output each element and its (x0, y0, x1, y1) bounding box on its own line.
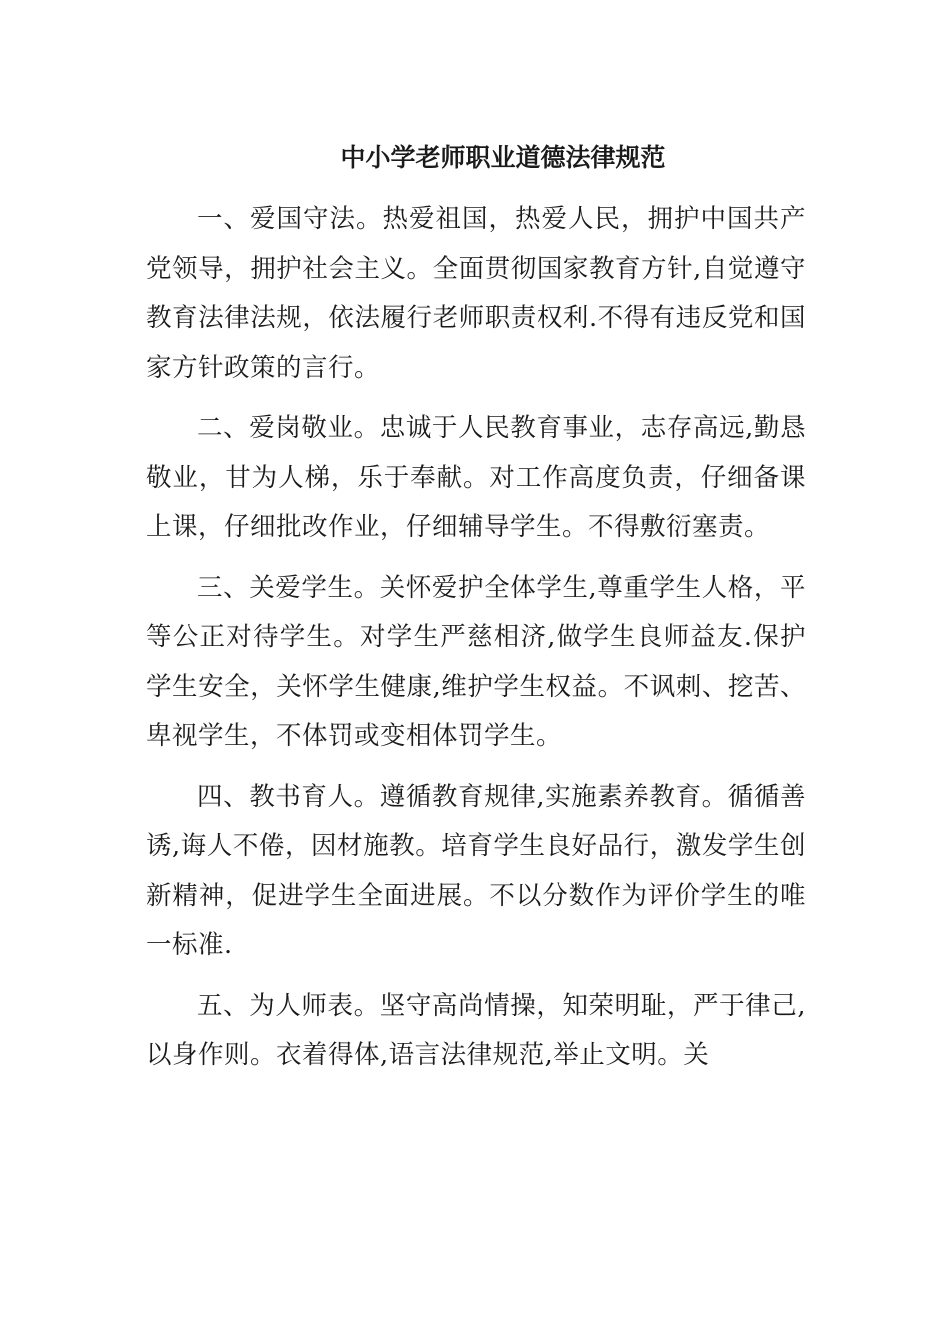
paragraph-4: 四、教书育人。遵循教育规律,实施素养教育。循循善诱,诲人不倦，因材施教。培育学生良好品行，激发学生创新精神，促进学生全面进展。不以分数作为评价学生的唯一标准. (146, 781, 806, 960)
document-body (146, 195, 806, 1092)
paragraph-1: 一、爱国守法。热爱祖国，热爱人民，拥护中国共产党领导，拥护社会主义。全面贯彻国家教育方针,自觉遵守教育法律法规，依法履行老师职责权利.不得有违反党和国家方针政策的言行。 (146, 204, 806, 383)
paragraph-3: 三、关爱学生。关怀爱护全体学生,尊重学生人格，平等公正对待学生。对学生严慈相济,做学生良师益友.保护学生安全，关怀学生健康,维护学生权益。不讽刺、挖苦、卑视学生，不体罚或变相体罚学生。 (146, 572, 806, 751)
paragraph-5: 五、为人师表。坚守高尚情操，知荣明耻，严于律己,以身作则。衣着得体,语言法律规范,举止文明。关 (146, 990, 806, 1070)
document-title: 中小学老师职业道德法律规范 (340, 143, 666, 172)
paragraph-2: 二、爱岗敬业。忠诚于人民教育事业，志存高远,勤恳敬业，甘为人梯，乐于奉献。对工作高度负责，仔细备课上课，仔细批改作业，仔细辅导学生。不得敷衍塞责。 (146, 413, 806, 542)
